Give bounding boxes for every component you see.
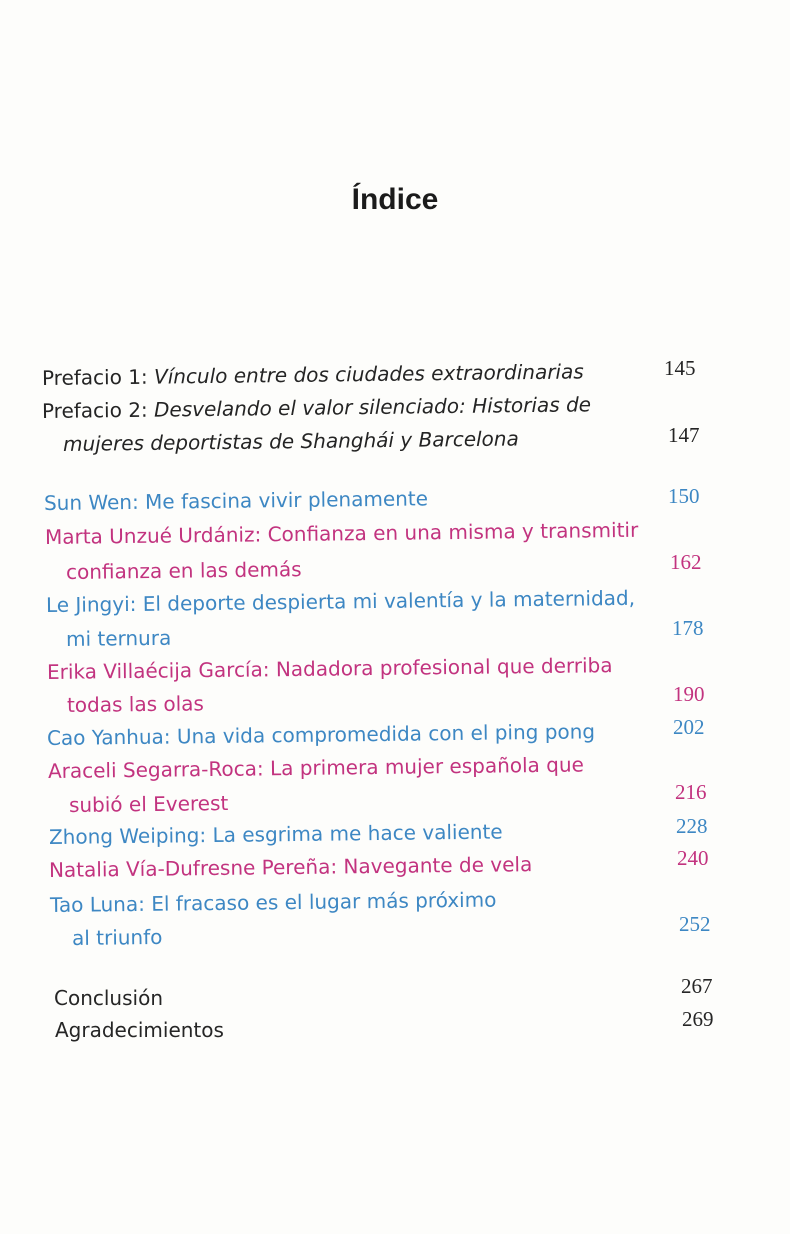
page-number: 190 xyxy=(673,682,705,706)
toc-entry-chapter-3-cont: mi ternura xyxy=(65,625,172,651)
toc-entry-chapter-2-cont: confianza en las demás xyxy=(65,557,302,584)
toc-entry-preface-2-cont xyxy=(63,428,519,454)
page-number: 269 xyxy=(682,1007,714,1031)
toc-entry-chapter-8[interactable]: Natalia Vía-Dufresne Pereña: Navegante de vela xyxy=(48,852,533,882)
toc-entry-chapter-9[interactable]: Tao Luna: El fracaso es el lugar más próximo xyxy=(49,887,497,917)
preface-label: Prefacio 1: xyxy=(41,364,148,390)
toc-entry-chapter-9-cont: al triunfo xyxy=(71,924,163,950)
toc-entry-preface-1[interactable] xyxy=(42,361,584,388)
page-number: 216 xyxy=(675,780,707,804)
page-number: 202 xyxy=(673,715,705,739)
page-number: 178 xyxy=(672,616,704,640)
toc-entry-preface-2[interactable] xyxy=(42,394,591,421)
page-number: 147 xyxy=(668,423,700,447)
page-number: 228 xyxy=(676,814,708,838)
toc-entry-chapter-1[interactable]: Sun Wen: Me fascina vivir plenamente xyxy=(43,486,429,515)
toc-entry-chapter-6-cont: subió el Everest xyxy=(68,791,229,817)
page-number: 240 xyxy=(677,846,709,870)
toc-entry-chapter-7[interactable]: Zhong Weiping: La esgrima me hace valiente xyxy=(48,819,503,849)
preface-title: Desvelando el valor silenciado: Historias de xyxy=(153,392,592,422)
page-number: 252 xyxy=(679,912,711,936)
toc-entry-chapter-4-cont: todas las olas xyxy=(66,691,205,717)
preface-title-cont: mujeres deportistas de Shanghái y Barcelona xyxy=(62,426,519,456)
preface-title: Vínculo entre dos ciudades extraordinarias xyxy=(153,359,584,389)
toc-entry-conclusion[interactable]: Conclusión xyxy=(54,986,163,1010)
toc-entry-chapter-6[interactable]: Araceli Segarra-Roca: La primera mujer española que xyxy=(47,752,585,783)
page-number: 162 xyxy=(670,550,702,574)
page-number: 145 xyxy=(664,356,696,380)
page-number: 267 xyxy=(681,974,713,998)
page-number: 150 xyxy=(668,484,700,508)
toc-entry-chapter-5[interactable]: Cao Yanhua: Una vida compromedida con el ping pong xyxy=(46,719,596,750)
toc-entry-chapter-2[interactable]: Marta Unzué Urdániz: Confianza en una misma y transmitir xyxy=(44,517,639,549)
page-title: Índice xyxy=(351,183,439,216)
preface-label: Prefacio 2: xyxy=(41,397,148,423)
toc-entry-chapter-4[interactable]: Erika Villaécija García: Nadadora profesional que derriba xyxy=(46,653,613,684)
toc-entry-chapter-3[interactable]: Le Jingyi: El deporte despierta mi valentía y la maternidad, xyxy=(45,585,636,617)
toc-entry-acknowledgements[interactable]: Agradecimientos xyxy=(55,1018,224,1042)
